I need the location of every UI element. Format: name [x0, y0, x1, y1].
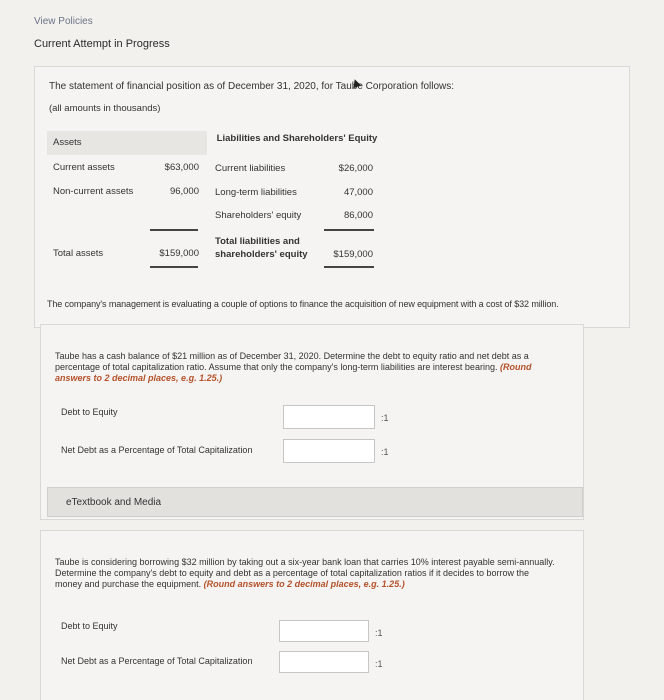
- liabilities-equity-header: Liabilities and Shareholders' Equity: [216, 133, 378, 144]
- problem-card: [34, 66, 630, 328]
- current-assets-value: $63,000: [164, 162, 199, 173]
- part1-net-debt-suffix: :1: [381, 447, 389, 457]
- total-le-label-line1: Total liabilities and: [215, 236, 300, 247]
- assets-subtotal-rule: [150, 229, 198, 231]
- part2-net-debt-suffix: :1: [375, 659, 383, 669]
- problem-intro: The statement of financial position as of December 31, 2020, for Taube Corporation follows:: [49, 81, 455, 92]
- question-part-1: [40, 324, 584, 520]
- part1-hint-b: answers to 2 decimal places, e.g. 1.25.): [55, 373, 223, 383]
- balance-sheet: [47, 131, 383, 301]
- equity-value: 86,000: [343, 210, 373, 221]
- part1-debt-to-equity-input[interactable]: [283, 405, 375, 429]
- units-note: (all amounts in thousands): [49, 103, 161, 114]
- part2-debt-to-equity-suffix: :1: [375, 628, 383, 638]
- total-le-rule: [324, 266, 374, 268]
- part2-prompt: [55, 557, 575, 590]
- part2-net-debt-input[interactable]: [279, 651, 369, 673]
- part1-debt-to-equity-suffix: :1: [381, 413, 389, 423]
- part2-debt-to-equity-label: Debt to Equity: [61, 621, 118, 631]
- part1-prompt-line2-text: percentage of total capitalization ratio. Assume that only the company's long-term liabilities are interest bearing.: [55, 362, 498, 372]
- part2-prompt-line3-text: money and purchase the equipment.: [55, 579, 202, 589]
- part2-prompt-line3: [55, 579, 575, 590]
- etextbook-media-button[interactable]: eTextbook and Media: [47, 487, 583, 517]
- part1-prompt-line2: [55, 362, 575, 373]
- longterm-liabilities-label: Long-term liabilities: [215, 187, 297, 198]
- part1-net-debt-label: Net Debt as a Percentage of Total Capitalization: [61, 445, 253, 455]
- total-le-label-line2: shareholders' equity: [215, 249, 308, 260]
- current-assets-label: Current assets: [53, 162, 115, 173]
- current-liabilities-value: $26,000: [338, 163, 373, 174]
- part1-net-debt-input[interactable]: [283, 439, 375, 463]
- question-part-2: [40, 530, 584, 700]
- part2-hint: (Round answers to 2 decimal places, e.g. 1.25.): [203, 579, 405, 589]
- equity-label: Shareholders' equity: [215, 210, 302, 221]
- part1-prompt: [55, 351, 575, 384]
- assets-header: Assets: [47, 131, 207, 155]
- part2-prompt-line2: Determine the company's debt to equity and debt as a percentage of total capitalization ratios if it decides to borrow the: [55, 568, 529, 578]
- part2-prompt-line1: Taube is considering borrowing $32 million by taking out a six-year bank loan that carries 10% interest payable semi-annually.: [55, 557, 555, 567]
- noncurrent-assets-label: Non-current assets: [53, 186, 134, 197]
- view-policies-link[interactable]: View Policies: [34, 16, 93, 27]
- part1-prompt-line1: Taube has a cash balance of $21 million as of December 31, 2020. Determine the debt to equity ratio and net debt as a: [55, 351, 529, 361]
- liabilities-subtotal-rule: [324, 229, 374, 231]
- current-liabilities-label: Current liabilities: [215, 163, 286, 174]
- total-le-value: $159,000: [333, 249, 373, 260]
- attempt-status: Current Attempt in Progress: [34, 38, 170, 50]
- total-assets-value: $159,000: [159, 248, 199, 259]
- total-assets-rule: [150, 266, 198, 268]
- part1-hint-a: (Round: [499, 362, 532, 372]
- part2-net-debt-label: Net Debt as a Percentage of Total Capitalization: [61, 656, 253, 666]
- part2-debt-to-equity-input[interactable]: [279, 620, 369, 642]
- part1-debt-to-equity-label: Debt to Equity: [61, 407, 118, 417]
- total-assets-label: Total assets: [53, 248, 104, 259]
- longterm-liabilities-value: 47,000: [343, 187, 373, 198]
- noncurrent-assets-value: 96,000: [169, 186, 199, 197]
- problem-closing: The company's management is evaluating a couple of options to finance the acquisition of new equipment with a cost of $32 million.: [47, 299, 559, 309]
